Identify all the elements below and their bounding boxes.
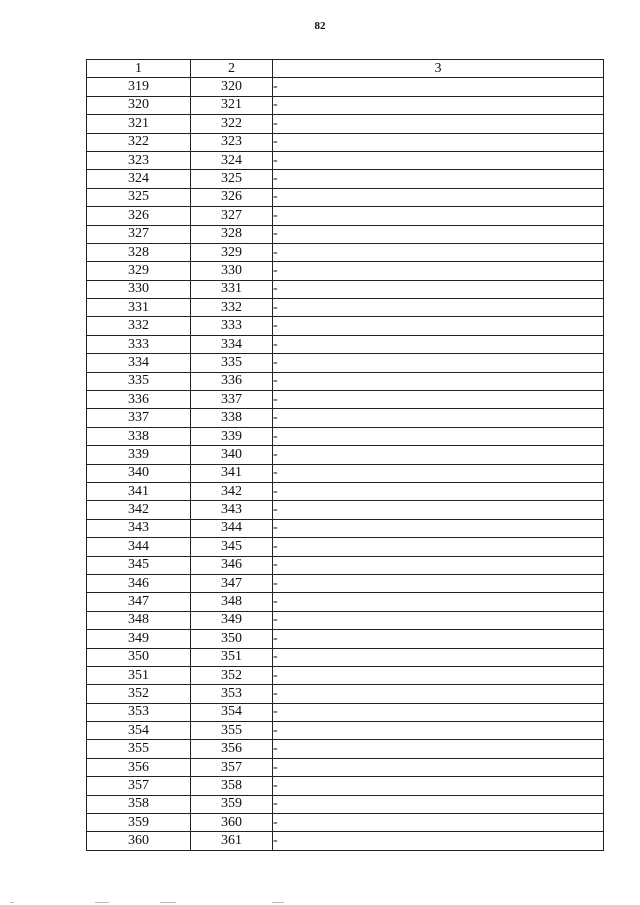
cell-col-3: - — [273, 814, 604, 832]
cell-col-3: - — [273, 188, 604, 206]
cell-col-1: 327 — [87, 225, 191, 243]
cell-col-2: 347 — [191, 574, 273, 592]
cell-col-2: 361 — [191, 832, 273, 850]
table-row — [87, 115, 604, 133]
table-row — [87, 574, 604, 592]
cell-col-1: 325 — [87, 188, 191, 206]
cell-col-3: - — [273, 335, 604, 353]
cell-col-3: - — [273, 574, 604, 592]
cell-col-3: - — [273, 133, 604, 151]
cell-col-1: 353 — [87, 703, 191, 721]
cell-col-1: 346 — [87, 574, 191, 592]
cell-col-3: - — [273, 243, 604, 261]
cell-col-1: 344 — [87, 538, 191, 556]
cell-col-2: 351 — [191, 648, 273, 666]
table-row — [87, 280, 604, 298]
cell-col-3: - — [273, 372, 604, 390]
cell-col-1: 352 — [87, 685, 191, 703]
cell-col-1: 341 — [87, 482, 191, 500]
cell-col-2: 356 — [191, 740, 273, 758]
cell-col-3: - — [273, 299, 604, 317]
cell-col-2: 355 — [191, 722, 273, 740]
cell-col-1: 330 — [87, 280, 191, 298]
data-table — [86, 59, 604, 851]
cell-col-2: 341 — [191, 464, 273, 482]
table-row — [87, 335, 604, 353]
cell-col-3: - — [273, 391, 604, 409]
cell-col-2: 340 — [191, 446, 273, 464]
cell-col-2: 331 — [191, 280, 273, 298]
table-row — [87, 446, 604, 464]
cell-col-3: - — [273, 151, 604, 169]
table-body — [87, 78, 604, 850]
table-row — [87, 666, 604, 684]
cell-col-2: 332 — [191, 299, 273, 317]
cell-col-3: - — [273, 832, 604, 850]
cell-col-2: 322 — [191, 115, 273, 133]
scan-artifacts — [0, 902, 640, 904]
cell-col-2: 324 — [191, 151, 273, 169]
cell-col-1: 342 — [87, 501, 191, 519]
cell-col-2: 327 — [191, 207, 273, 225]
table-row — [87, 243, 604, 261]
table-row — [87, 151, 604, 169]
cell-col-2: 352 — [191, 666, 273, 684]
cell-col-1: 334 — [87, 354, 191, 372]
cell-col-2: 320 — [191, 78, 273, 96]
cell-col-3: - — [273, 501, 604, 519]
cell-col-1: 359 — [87, 814, 191, 832]
cell-col-3: - — [273, 170, 604, 188]
cell-col-2: 349 — [191, 611, 273, 629]
table-row — [87, 299, 604, 317]
column-header-2: 2 — [191, 60, 273, 78]
cell-col-3: - — [273, 482, 604, 500]
cell-col-2: 333 — [191, 317, 273, 335]
table-row — [87, 409, 604, 427]
cell-col-1: 357 — [87, 777, 191, 795]
table-row — [87, 593, 604, 611]
cell-col-3: - — [273, 262, 604, 280]
table-row — [87, 740, 604, 758]
table-row — [87, 556, 604, 574]
cell-col-3: - — [273, 795, 604, 813]
cell-col-2: 337 — [191, 391, 273, 409]
cell-col-2: 343 — [191, 501, 273, 519]
cell-col-2: 330 — [191, 262, 273, 280]
cell-col-2: 328 — [191, 225, 273, 243]
cell-col-1: 328 — [87, 243, 191, 261]
cell-col-2: 346 — [191, 556, 273, 574]
cell-col-1: 324 — [87, 170, 191, 188]
cell-col-3: - — [273, 354, 604, 372]
table-row — [87, 170, 604, 188]
cell-col-3: - — [273, 722, 604, 740]
cell-col-1: 336 — [87, 391, 191, 409]
cell-col-1: 345 — [87, 556, 191, 574]
cell-col-2: 350 — [191, 630, 273, 648]
cell-col-3: - — [273, 740, 604, 758]
table-row — [87, 391, 604, 409]
cell-col-1: 350 — [87, 648, 191, 666]
table-row — [87, 188, 604, 206]
cell-col-3: - — [273, 777, 604, 795]
cell-col-1: 326 — [87, 207, 191, 225]
cell-col-2: 339 — [191, 427, 273, 445]
cell-col-2: 345 — [191, 538, 273, 556]
cell-col-3: - — [273, 758, 604, 776]
cell-col-2: 321 — [191, 96, 273, 114]
table-row — [87, 832, 604, 850]
table-row — [87, 814, 604, 832]
table-row — [87, 464, 604, 482]
table-row — [87, 630, 604, 648]
cell-col-2: 323 — [191, 133, 273, 151]
cell-col-2: 336 — [191, 372, 273, 390]
cell-col-2: 329 — [191, 243, 273, 261]
cell-col-2: 326 — [191, 188, 273, 206]
cell-col-3: - — [273, 519, 604, 537]
table-header-row — [87, 60, 604, 78]
table-row — [87, 96, 604, 114]
cell-col-2: 342 — [191, 482, 273, 500]
cell-col-3: - — [273, 464, 604, 482]
cell-col-1: 354 — [87, 722, 191, 740]
cell-col-3: - — [273, 556, 604, 574]
cell-col-3: - — [273, 115, 604, 133]
table-row — [87, 78, 604, 96]
table-row — [87, 648, 604, 666]
cell-col-2: 344 — [191, 519, 273, 537]
table-row — [87, 372, 604, 390]
cell-col-3: - — [273, 685, 604, 703]
table-row — [87, 777, 604, 795]
cell-col-3: - — [273, 666, 604, 684]
cell-col-1: 343 — [87, 519, 191, 537]
cell-col-1: 340 — [87, 464, 191, 482]
cell-col-1: 349 — [87, 630, 191, 648]
cell-col-1: 329 — [87, 262, 191, 280]
cell-col-1: 348 — [87, 611, 191, 629]
cell-col-3: - — [273, 225, 604, 243]
cell-col-1: 333 — [87, 335, 191, 353]
cell-col-2: 325 — [191, 170, 273, 188]
cell-col-1: 360 — [87, 832, 191, 850]
cell-col-3: - — [273, 703, 604, 721]
table-row — [87, 354, 604, 372]
cell-col-1: 320 — [87, 96, 191, 114]
table-row — [87, 207, 604, 225]
table-row — [87, 225, 604, 243]
cell-col-3: - — [273, 427, 604, 445]
table-row — [87, 538, 604, 556]
cell-col-2: 360 — [191, 814, 273, 832]
cell-col-1: 337 — [87, 409, 191, 427]
cell-col-1: 323 — [87, 151, 191, 169]
cell-col-1: 351 — [87, 666, 191, 684]
cell-col-3: - — [273, 446, 604, 464]
cell-col-1: 319 — [87, 78, 191, 96]
cell-col-3: - — [273, 280, 604, 298]
cell-col-1: 335 — [87, 372, 191, 390]
cell-col-3: - — [273, 409, 604, 427]
cell-col-1: 356 — [87, 758, 191, 776]
table-row — [87, 722, 604, 740]
cell-col-2: 334 — [191, 335, 273, 353]
cell-col-2: 335 — [191, 354, 273, 372]
cell-col-2: 357 — [191, 758, 273, 776]
cell-col-1: 347 — [87, 593, 191, 611]
cell-col-1: 339 — [87, 446, 191, 464]
cell-col-3: - — [273, 593, 604, 611]
cell-col-3: - — [273, 648, 604, 666]
cell-col-3: - — [273, 611, 604, 629]
cell-col-3: - — [273, 317, 604, 335]
table-row — [87, 317, 604, 335]
column-header-3: 3 — [273, 60, 604, 78]
cell-col-2: 353 — [191, 685, 273, 703]
cell-col-1: 358 — [87, 795, 191, 813]
cell-col-1: 331 — [87, 299, 191, 317]
table-row — [87, 262, 604, 280]
cell-col-2: 358 — [191, 777, 273, 795]
cell-col-3: - — [273, 538, 604, 556]
cell-col-1: 321 — [87, 115, 191, 133]
cell-col-3: - — [273, 630, 604, 648]
cell-col-2: 359 — [191, 795, 273, 813]
table-row — [87, 685, 604, 703]
table-row — [87, 133, 604, 151]
cell-col-3: - — [273, 207, 604, 225]
table-row — [87, 611, 604, 629]
cell-col-1: 338 — [87, 427, 191, 445]
cell-col-1: 322 — [87, 133, 191, 151]
table-row — [87, 758, 604, 776]
cell-col-2: 348 — [191, 593, 273, 611]
table-row — [87, 427, 604, 445]
column-header-1: 1 — [87, 60, 191, 78]
cell-col-2: 354 — [191, 703, 273, 721]
table-row — [87, 501, 604, 519]
cell-col-1: 355 — [87, 740, 191, 758]
cell-col-3: - — [273, 96, 604, 114]
table-row — [87, 519, 604, 537]
cell-col-2: 338 — [191, 409, 273, 427]
table-row — [87, 703, 604, 721]
table-row — [87, 482, 604, 500]
cell-col-1: 332 — [87, 317, 191, 335]
page-number: 82 — [314, 20, 326, 32]
cell-col-3: - — [273, 78, 604, 96]
table-row — [87, 795, 604, 813]
